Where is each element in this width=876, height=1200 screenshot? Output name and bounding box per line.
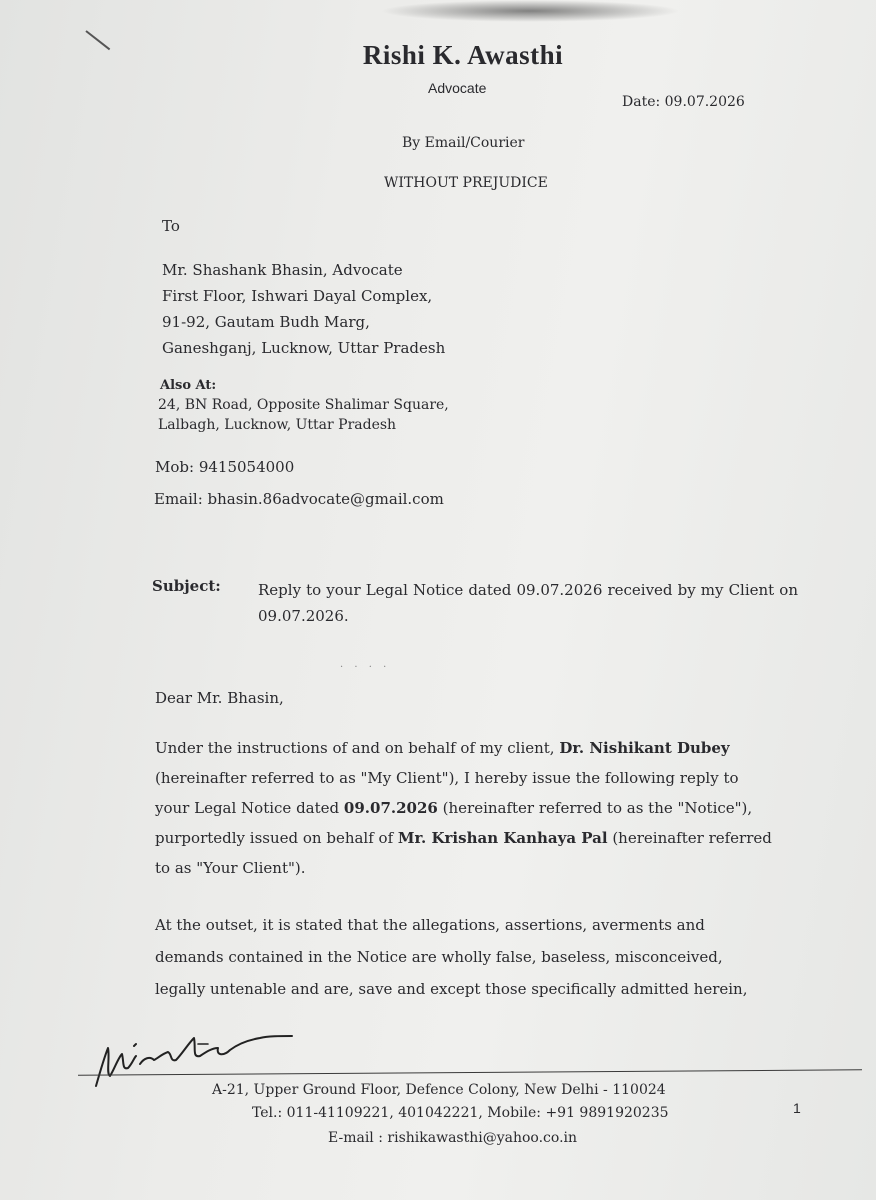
recipient-address-line: 91-92, Gautam Budh Marg, [162, 313, 370, 331]
alt-address-line: 24, BN Road, Opposite Shalimar Square, [158, 397, 449, 413]
alt-address-line: Lalbagh, Lucknow, Uttar Pradesh [158, 417, 397, 433]
body-line [155, 793, 752, 823]
advocate-name: Rishi K. Awasthi [362, 40, 564, 70]
body-text: your Legal Notice dated [155, 799, 344, 817]
recipient-mobile: Mob: 9415054000 [155, 458, 295, 476]
recipient-name: Mr. Shashank Bhasin, Advocate [162, 261, 403, 279]
body-text: Under the instructions of and on behalf of my client, [155, 739, 560, 757]
letter-date: Date: 09.07.2026 [622, 94, 745, 110]
salutation: Dear Mr. Bhasin, [155, 689, 284, 707]
notice-date: 09.07.2026 [343, 799, 438, 817]
body-line: legally untenable and are, save and except those specifically admitted herein, [155, 980, 748, 998]
opposing-client-name: Mr. Krishan Kanhaya Pal [397, 829, 608, 847]
subject-text: Reply to your Legal Notice dated 09.07.2026 received by my Client on 09.07.2026. [258, 581, 798, 625]
without-prejudice: WITHOUT PREJUDICE [384, 175, 548, 191]
footer-phones: Tel.: 011-41109221, 401042221, Mobile: +91 9891920235 [252, 1105, 669, 1121]
body-text: (hereinafter referred to as the "Notice"), [437, 799, 753, 817]
footer-email: E-mail : rishikawasthi@yahoo.co.in [328, 1130, 578, 1146]
photo-shadow [380, 0, 680, 22]
body-line: At the outset, it is stated that the allegations, assertions, averments and [155, 916, 705, 934]
recipient-address-line: First Floor, Ishwari Dayal Complex, [162, 287, 433, 305]
subject-label: Subject: [152, 577, 221, 595]
body-line: to as "Your Client"). [155, 859, 306, 877]
also-at-heading: Also At: [160, 378, 217, 393]
delivery-mode: By Email/Courier [402, 135, 525, 151]
body-line: demands contained in the Notice are wholly false, baseless, misconceived, [155, 948, 723, 966]
footer-address: A-21, Upper Ground Floor, Defence Colony, New Delhi - 110024 [212, 1082, 666, 1098]
page-number: 1 [793, 1100, 801, 1116]
body-line [155, 823, 772, 853]
body-line [155, 733, 730, 763]
client-name: Dr. Nishikant Dubey [559, 739, 730, 757]
recipient-address-line: Ganeshganj, Lucknow, Uttar Pradesh [162, 339, 446, 357]
body-line: (hereinafter referred to as "My Client"), I hereby issue the following reply to [155, 769, 739, 787]
recipient-email: Email: bhasin.86advocate@gmail.com [154, 490, 444, 508]
body-text: purportedly issued on behalf of [155, 829, 398, 847]
body-text: (hereinafter referred [607, 829, 772, 847]
faint-dots: · · · · [340, 662, 391, 673]
advocate-role: Advocate [428, 80, 487, 96]
to-label: To [162, 217, 180, 235]
